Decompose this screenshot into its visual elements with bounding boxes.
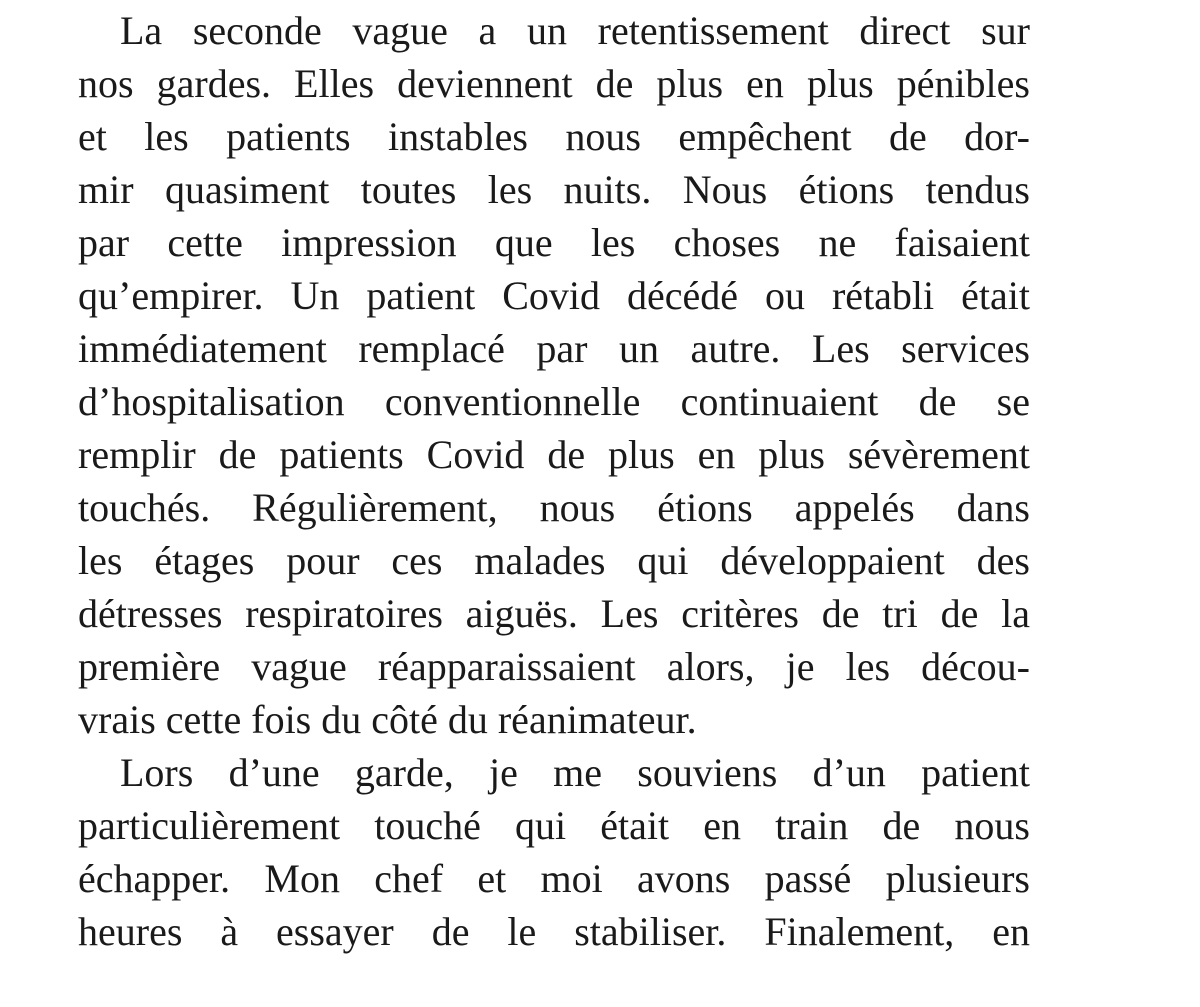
text-line: d’hospitalisation conventionnelle continuaient de se <box>78 379 1030 424</box>
text-line: qu’empirer. Un patient Covid décédé ou rétabli était <box>78 273 1030 318</box>
text-line: nos gardes. Elles deviennent de plus en plus pénibles <box>78 61 1030 106</box>
text-line: remplir de patients Covid de plus en plus sévèrement <box>78 432 1030 477</box>
paragraph-2 <box>78 746 1030 958</box>
text-line: première vague réapparaissaient alors, je les décou- <box>78 644 1030 689</box>
text-line: détresses respiratoires aiguës. Les critères de tri de la <box>78 591 1030 636</box>
text-line: La seconde vague a un retentissement direct sur <box>120 8 1030 53</box>
text-line: et les patients instables nous empêchent de dor- <box>78 114 1030 159</box>
text-line: échapper. Mon chef et moi avons passé plusieurs <box>78 856 1030 901</box>
text-line: vrais cette fois du côté du réanimateur. <box>78 697 697 742</box>
text-line: mir quasiment toutes les nuits. Nous étions tendus <box>78 167 1030 212</box>
text-line: les étages pour ces malades qui développaient des <box>78 538 1030 583</box>
text-line: heures à essayer de le stabiliser. Finalement, en <box>78 909 1030 954</box>
paragraph-1 <box>78 4 1030 746</box>
text-line: touchés. Régulièrement, nous étions appelés dans <box>78 485 1030 530</box>
text-line: immédiatement remplacé par un autre. Les services <box>78 326 1030 371</box>
body-text <box>78 4 1030 958</box>
text-line: particulièrement touché qui était en train de nous <box>78 803 1030 848</box>
book-page <box>78 0 1030 1007</box>
text-line: par cette impression que les choses ne faisaient <box>78 220 1030 265</box>
text-line: Lors d’une garde, je me souviens d’un patient <box>120 750 1030 795</box>
